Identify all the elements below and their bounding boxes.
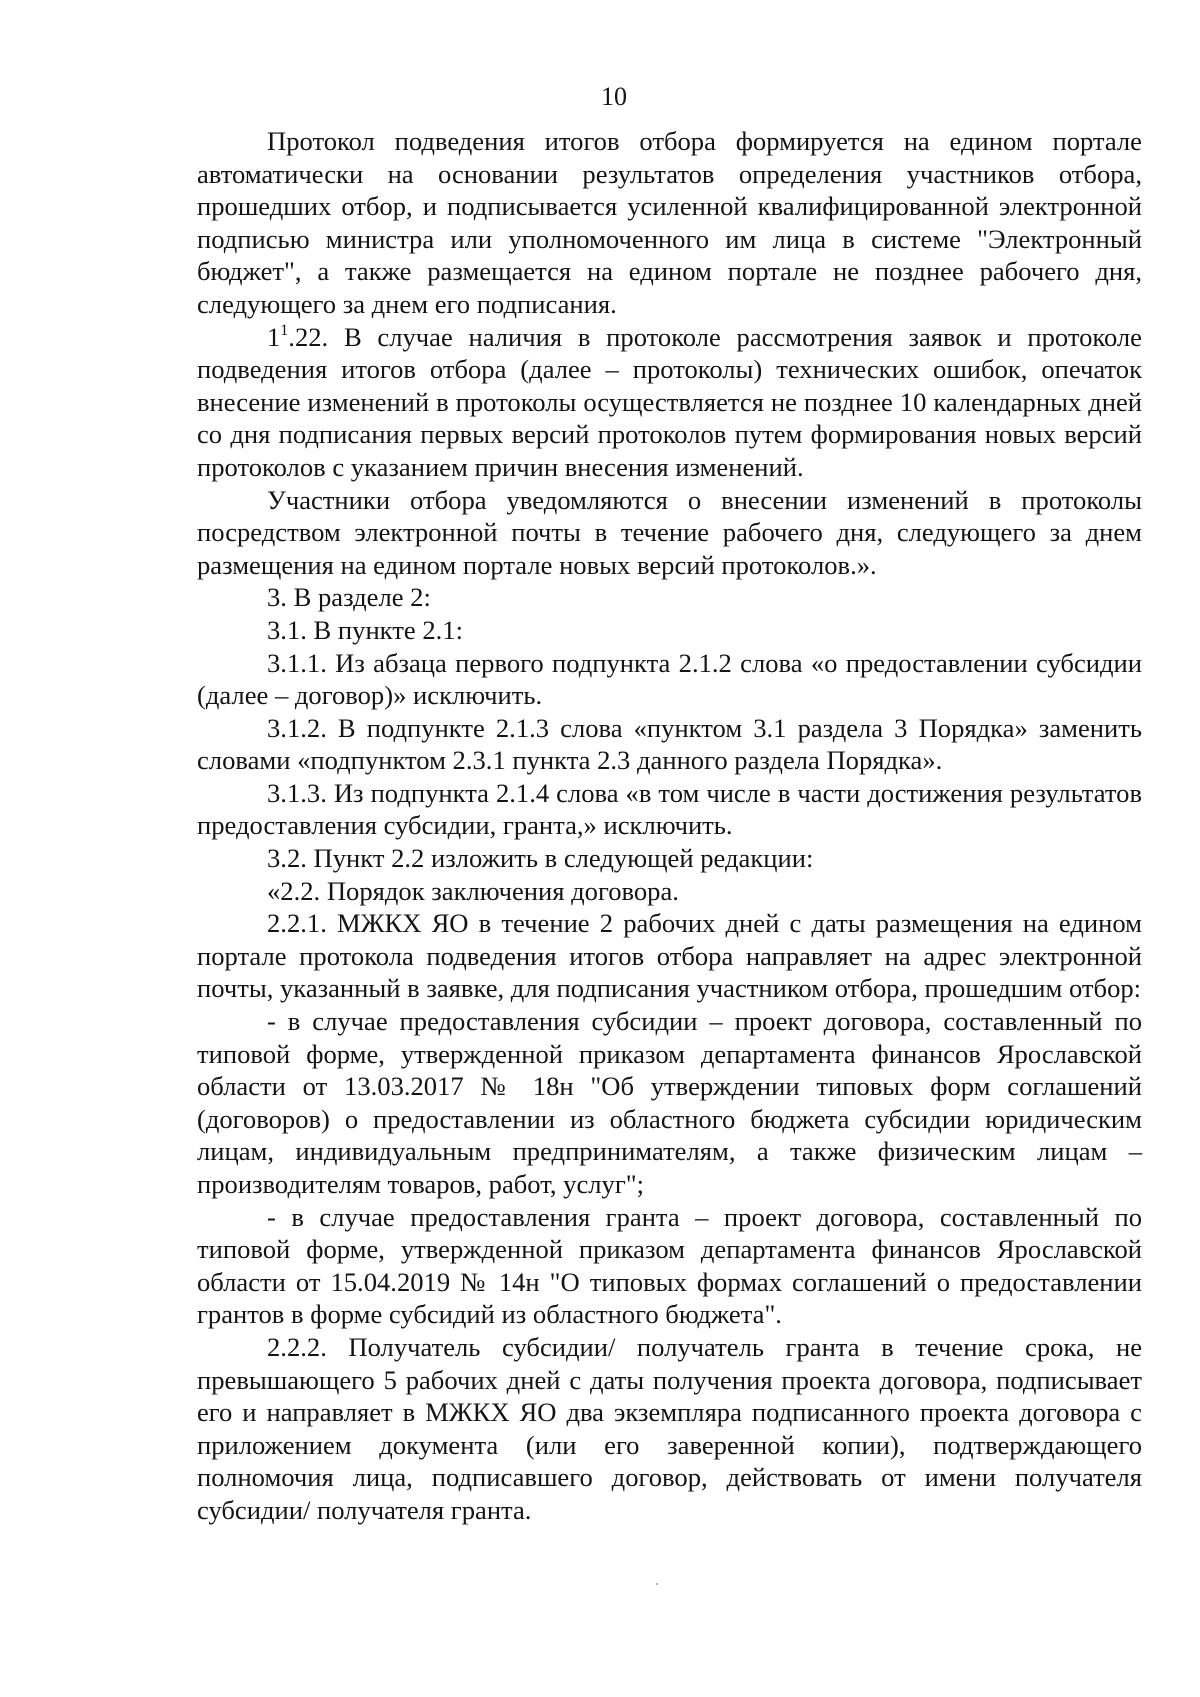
document-body — [197, 125, 1142, 1527]
paragraph-participants-notified: Участники отбора уведомляются о внесении изменений в протоколы посредством электронной почты в течение рабочего дня, следующего за днем размещения на едином портале новых версий протоколов.». — [197, 484, 1142, 580]
paragraph-item-3-2: 3.2. Пункт 2.2 изложить в следующей редакции: — [267, 843, 814, 874]
paragraph-item-3-1-2: 3.1.2. В подпункте 2.1.3 слова «пунктом 3.1 раздела 3 Порядка» заменить словами «подпунктом 2.3.1 пункта 2.3 данного раздела Порядка». — [197, 712, 1142, 776]
paragraph-protocol-formation: Протокол подведения итогов отбора формируется на едином портале автоматически на основании результатов определения участников отбора, прошедших отбор, и подписывается усиленной квалифицированной электронной подписью министра или уполномоченного им лица в системе "Электронный бюджет", а также размещается на едином портале не позднее рабочего дня, следующего за днем его подписания. — [197, 126, 1142, 319]
paragraph-section-2: 3. В разделе 2: — [267, 582, 431, 613]
paragraph-item-2-2-1: 2.2.1. МЖКХ ЯО в течение 2 рабочих дней с даты размещения на едином портале протокола подведения итогов отбора направляет на адрес электронной почты, указанный в заявке, для подписания участником отбора, прошедшим отбор: — [197, 908, 1142, 1004]
paragraph-item-3-1-1: 3.1.1. Из абзаца первого подпункта 2.1.2 слова «о предоставлении субсидии (далее – договор)» исключить. — [197, 647, 1142, 711]
paragraph-item-2-2-2: 2.2.2. Получатель субсидии/ получатель гранта в течение срока, не превышающего 5 рабочих дней с даты получения проекта договора, подписывает его и направляет в МЖКХ ЯО два экземпляра подписанного проекта договора с приложением документа (или его заверенной копии), подтверждающего полномочия лица, подписавшего договор, действовать от имени получателя субсидии/ получателя гранта. — [197, 1331, 1142, 1525]
paragraph-item-3-1-3: 3.1.3. Из подпункта 2.1.4 слова «в том числе в части достижения результатов предоставления субсидии, гранта,» исключить. — [197, 777, 1142, 841]
paragraph-item-3-1: 3.1. В пункте 2.1: — [267, 614, 463, 645]
paragraph-subsidy-case: - в случае предоставления субсидии – проект договора, составленный по типовой форме, утвержденной приказом департамента финансов Ярославской области от 13.03.2017 № 18н "Об утверждении типовых форм соглашений (договоров) о предоставлении из областного бюджета субсидии юридическим лицам, индивидуальным предпринимателям, а также физическим лицам – производителям товаров, работ, услуг"; — [197, 1006, 1142, 1199]
paragraph-clause-1-1-22 — [197, 321, 1142, 484]
scan-speck — [656, 1583, 658, 1585]
paragraph-item-2-2-heading: «2.2. Порядок заключения договора. — [267, 875, 679, 906]
clause-number: $1^1.22$. — [267, 321, 344, 352]
paragraph-grant-case: - в случае предоставления гранта – проект договора, составленный по типовой форме, утвержденной приказом департамента финансов Ярославской области от 15.04.2019 № 14н "О типовых формах соглашений о предоставлении грантов в форме субсидий из областного бюджета". — [197, 1201, 1142, 1330]
page-number: 10 — [601, 82, 627, 111]
clause-text: В случае наличия в протоколе рассмотрения заявок и протоколе подведения итогов отбора (далее – протоколы) технических ошибок, опечаток внесение изменений в протоколы осуществляется не позднее 10 календарных дней со дня подписания первых версий протоколов путем формирования новых версий протоколов с указанием причин внесения изменений. — [197, 321, 1142, 482]
